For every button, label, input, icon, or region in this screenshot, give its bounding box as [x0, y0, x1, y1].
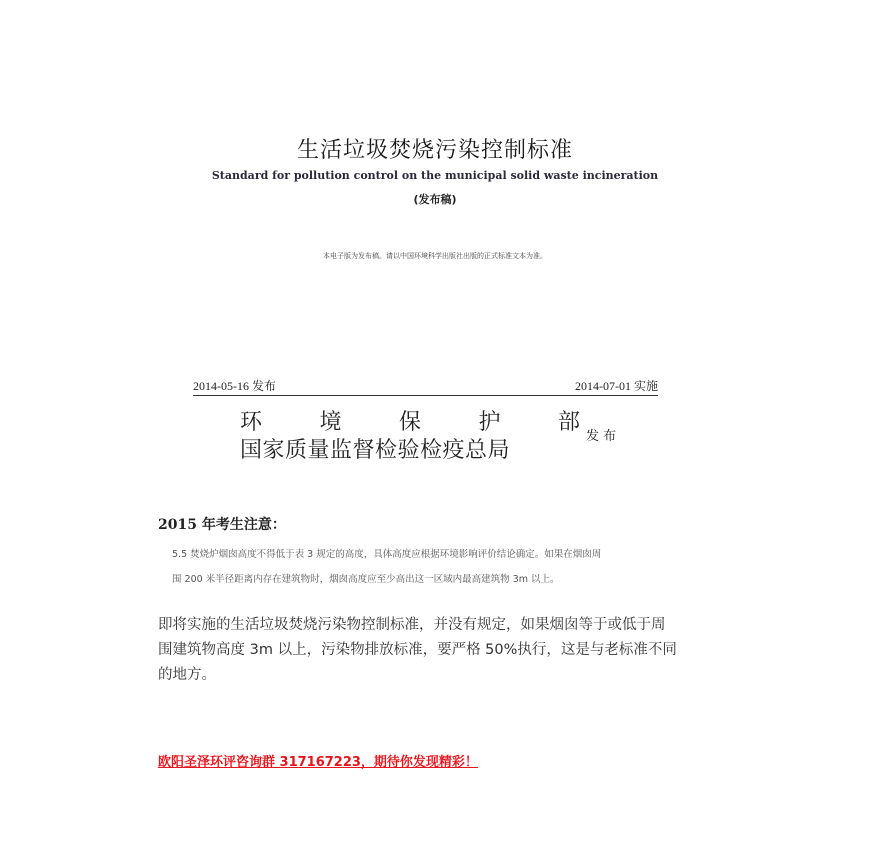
- issue-date: 2014-05-16 发布: [193, 379, 276, 393]
- effective-date: 2014-07-01 实施: [575, 379, 658, 393]
- draft-label: (发布稿): [413, 193, 457, 206]
- body-line: 即将实施的生活垃圾焚烧污染物控制标准，并没有规定，如果烟囱等于或低于周: [158, 617, 666, 633]
- issuer-mep: [240, 405, 580, 436]
- publish-label: 发 布: [586, 429, 617, 444]
- body-line: 围建筑物高度 3m 以上，污染物排放标准，要严格 50%执行，这是与老标准不同: [158, 642, 677, 658]
- clause-line: 5.5 焚烧炉烟囱高度不得低于表 3 规定的高度，具体高度应根据环境影响评价结论确定。如果在烟囱周: [172, 549, 602, 560]
- edition-note: 本电子版为发布稿。请以中国环境科学出版社出版的正式标准文本为准。: [323, 252, 547, 260]
- clause-line: 围 200 米半径距离内存在建筑物时，烟囱高度应至少高出这一区域内最高建筑物 3m 以上。: [172, 574, 560, 585]
- issuer-char: 部: [557, 410, 580, 435]
- promo-link[interactable]: 欧阳圣泽环评咨询群 317167223，期待你发现精彩！: [158, 755, 478, 770]
- issuer-char: 保: [398, 410, 421, 435]
- document-subtitle: Standard for pollution control on the municipal solid waste incineration: [211, 169, 659, 182]
- document-title: 生活垃圾焚烧污染控制标准: [296, 138, 573, 163]
- issuer-char: 护: [478, 410, 501, 435]
- date-line: [193, 377, 658, 396]
- issuer-char: 境: [319, 410, 342, 435]
- issuer-char: 环: [240, 410, 263, 435]
- issuer-aqsiq: 国家质量监督检验检疫总局: [240, 438, 511, 463]
- notice-heading: 2015 年考生注意：: [158, 517, 286, 533]
- body-line: 的地方。: [158, 667, 216, 683]
